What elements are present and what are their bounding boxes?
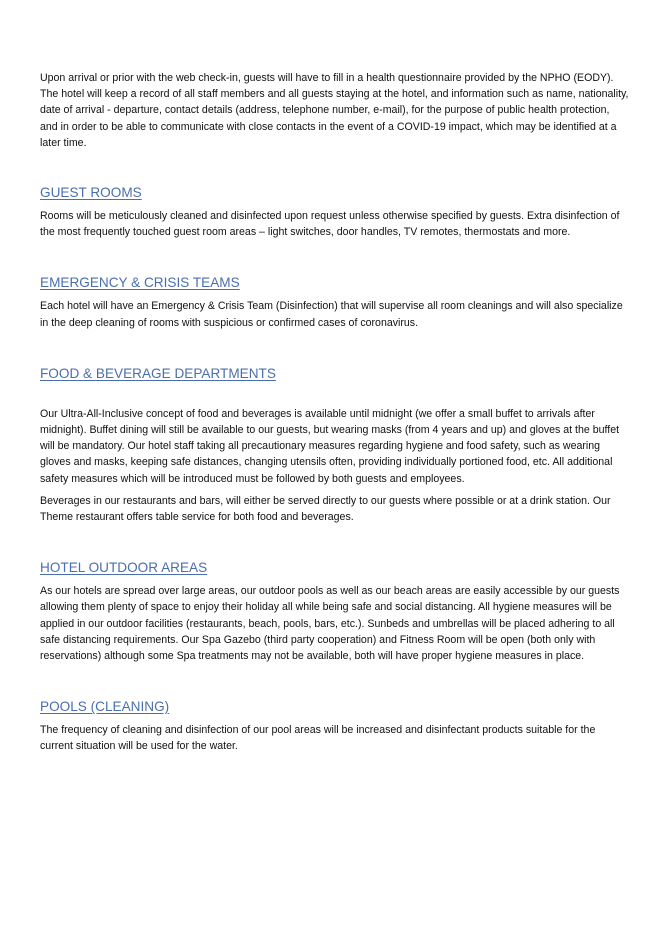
intro-paragraph: Upon arrival or prior with the web check-in, guests will have to fill in a health questionnaire provided by the NPHO (EODY). The hotel will keep a record of all staff members and all guests staying at the hotel, and information such as name, nationality, date of arrival - departure, contact details (address, telephone number, e-mail), for the purpose of public health protection, and in order to be able to communicate with close contacts in the event of a COVID-19 impact, which may be identified at a later time. (40, 72, 629, 149)
food-paragraph-2: Beverages in our restaurants and bars, will either be served directly to our guests where possible or at a drink station. Our Theme restaurant offers table service for both food and beverages. (40, 494, 611, 524)
section-heading-guest-rooms: GUEST ROOMS (40, 185, 142, 201)
food-paragraph-1: Our Ultra-All-Inclusive concept of food and beverages is available until midnight (we offer a small buffet to arrivals after midnight). Buffet dining will still be available to our guests, but wearing masks (from 4 years and up) and gloves at the buffet will be mandatory. Our hotel staff taking all precautionary measures regarding hygiene and food safety, such as wearing gloves and masks, keeping safe distances, changing utensils often, providing individually portioned food, etc. All additional safety measures which will be introduced must be followed by both guests and employees. (40, 407, 620, 485)
section-heading-food-beverage: FOOD & BEVERAGE DEPARTMENTS (40, 365, 276, 381)
outdoor-paragraph: As our hotels are spread over large areas, our outdoor pools as well as our beach areas are easily accessible by our guests allowing them plenty of space to enjoy their holiday all while being safe and social distancing. All hygiene measures will be applied in our outdoor facilities (restaurants, beach, pools, bars, etc.). Sunbeds and umbrellas will be placed adhering to all safe distancing requirements. Our Spa Gazebo (third party cooperation) and Fitness Room will be open (both only with reservations) although some Spa treatments may not be available, both will have proper hygiene measures in place. (40, 585, 620, 663)
document-page (40, 70, 630, 755)
section-heading-hotel-outdoor-areas: HOTEL OUTDOOR AREAS (40, 560, 208, 576)
emergency-paragraph: Each hotel will have an Emergency & Crisis Team (Disinfection) that will supervise all room cleanings and will also specialize in the deep cleaning of rooms with suspicious or confirmed cases of coronavirus. (40, 300, 623, 329)
section-heading-emergency-crisis-teams: EMERGENCY & CRISIS TEAMS (40, 275, 240, 291)
section-heading-pools-cleaning: POOLS (CLEANING) (40, 699, 170, 715)
guest-rooms-paragraph: Rooms will be meticulously cleaned and disinfected upon request unless otherwise specified by guests. Extra disinfection of the most frequently touched guest room areas – light switches, door handles, TV remotes, thermostats and more. (40, 210, 620, 239)
pools-paragraph: The frequency of cleaning and disinfection of our pool areas will be increased and disinfectant products suitable for the current situation will be used for the water. (40, 724, 596, 753)
